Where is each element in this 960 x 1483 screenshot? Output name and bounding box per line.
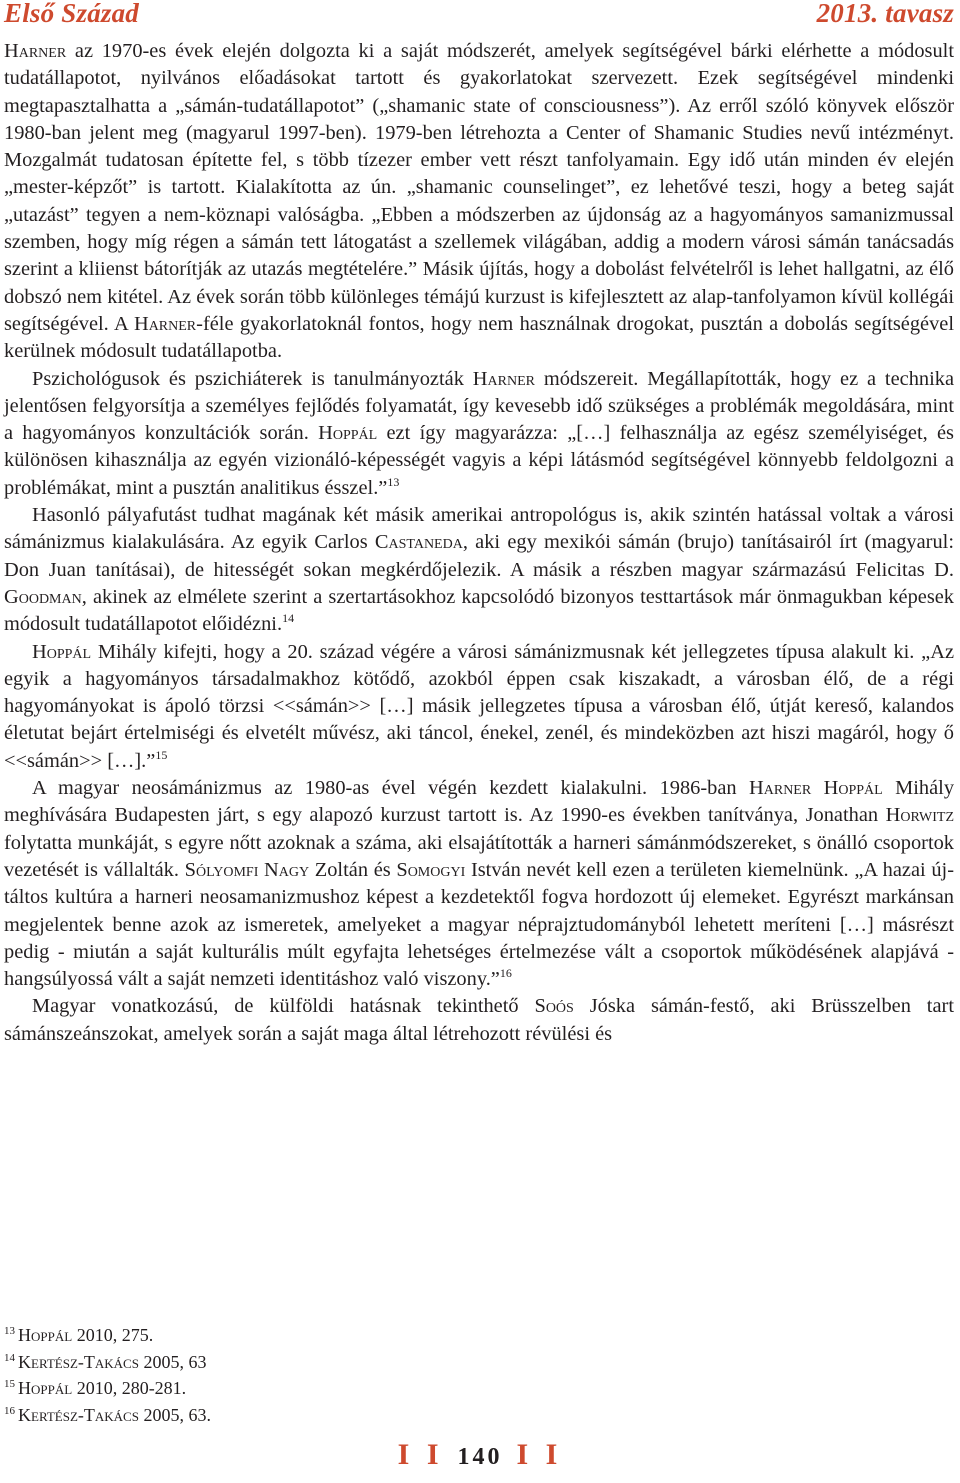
paragraph-text: , aki egy mexikói sámán (brujo) tanításairól írt (magyarul: Don Juan tanításai), de hitességét sokan megkérdőjelezik. A másik a részben magyar származású Felicitas D. — [4, 531, 954, 581]
footnote-author: Hoppál — [18, 1325, 73, 1345]
paragraph-text: folytatta munkáját, s egyre nőtt azoknak a száma, aki elsajátították a harneri sámánmódszereket, s önálló csoportok vezetését is vállalták. — [4, 831, 954, 881]
footnote — [4, 1375, 211, 1402]
paragraph — [4, 38, 954, 366]
footnote-ref[interactable]: 13 — [387, 474, 400, 489]
footnote-text: 2005, 63 — [138, 1351, 207, 1372]
footnote-author: Kertész-Takács — [18, 1404, 139, 1425]
paragraph-text: Mihály meghívására Budapesten járt, s egy alapozó kurzust tartott is. Az 1990-es években tanítványa, Jonathan — [4, 777, 955, 827]
footnote-ref[interactable]: 16 — [499, 966, 512, 981]
journal-title: Első Század — [4, 0, 139, 28]
paragraph-text: , akinek az elmélete szerint a szertartásokhoz kapcsolódó bizonyos testtartások már önmagukban képesek módosult tudatállapotot előidézni. — [4, 585, 954, 636]
paragraph — [4, 366, 954, 502]
footnote-text: 2010, 275. — [72, 1325, 154, 1345]
footnote-text: 2010, 280-281. — [72, 1378, 187, 1398]
paragraph — [4, 775, 954, 993]
author-name: Harner Hoppál — [749, 777, 883, 800]
page-footer — [0, 1438, 960, 1472]
author-name: Sólyomfi Nagy — [184, 858, 310, 881]
footnote-number: 15 — [4, 1378, 15, 1390]
footnote-number: 14 — [4, 1351, 15, 1364]
paragraph — [4, 993, 954, 1048]
footnote-ref[interactable]: 15 — [155, 747, 168, 762]
paragraph — [4, 502, 954, 638]
author-name: Harner — [472, 367, 535, 390]
paragraph-text: Jóska sámán-festő, aki Brüsszelben tart sámánszeánszokat, amelyek során a saját maga által létrehozott révülési és — [4, 995, 954, 1045]
paragraph-text: A magyar neosámánizmus az 1980-as ével végén kezdett kialakulni. 1986-ban — [32, 777, 750, 800]
author-name: Somogyi — [396, 858, 466, 881]
paragraph-text: Pszichológusok és pszichiáterek is tanulmányozták — [32, 367, 473, 390]
author-name: Hoppál — [32, 640, 92, 663]
author-name: Goodman — [4, 585, 82, 608]
paragraph-text: módszereit. Megállapították, hogy ez a technika jelentősen felgyorsítja a személyes fejlődés folyamatát, így kevesebb idő szükséges a problémák megoldására, mint a hagyományos konzultációk során. — [4, 367, 954, 445]
paragraph-text: Magyar vonatkozású, de külföldi hatásnak tekinthető — [32, 995, 535, 1018]
running-header — [4, 0, 954, 34]
footnote — [4, 1349, 211, 1376]
footnote-number: 13 — [4, 1325, 15, 1337]
article-body — [4, 38, 954, 1048]
footnote-author: Hoppál — [18, 1378, 73, 1398]
author-name: Hoppál — [318, 422, 378, 445]
author-name: Soós — [534, 995, 574, 1018]
footnotes — [4, 1322, 211, 1428]
paragraph-text: Mihály kifejti, hogy a 20. század végére a városi sámánizmusnak két jellegzetes típusa alakult ki. „Az egyik a hagyományos társadalmakhoz kötődő, azokból éppen csak kiszakadt, a városban élő, de a régi hagyományokat is ápoló törzsi <<sámán>> […] másik jellegzetes típusa a városban élő, útját kereső, kalandos életutat bejárt értelmiségi és elvetélt művész, aki táncol, énekel, zenél, és mindeközben azt hiszi magáról, hogy ő <<sámán>> […].” — [4, 640, 954, 772]
paragraph-text: Zoltán és — [309, 858, 397, 881]
paragraph-text: -féle gyakorlatoknál fontos, hogy nem használnak drogokat, pusztán a dobolás segítségével kerülnek módosult tudatállapotba. — [4, 312, 954, 363]
footnote — [4, 1322, 211, 1349]
author-name: Castaneda — [374, 531, 463, 554]
decorative-bars-left: I I — [397, 1438, 444, 1471]
author-name: Horwitz — [885, 804, 954, 827]
footnote-number: 16 — [4, 1404, 15, 1417]
author-name: Harner — [4, 40, 67, 62]
footnote-ref[interactable]: 14 — [282, 611, 295, 626]
footnote-author: Kertész-Takács — [18, 1351, 139, 1372]
footnote — [4, 1402, 211, 1429]
footnote-text: 2005, 63. — [138, 1404, 211, 1425]
paragraph — [4, 639, 954, 775]
paragraph-text: ezt így magyarázza: „[…] felhasználja az egész személyiséget, és különösen kihasználja az egyén vizionáló-képességét vagyis a képi látásmód segítségével könnyebb feldolgozni a problémákat, mint a pusztán analitikus ésszel.” — [4, 422, 954, 499]
issue-date: 2013. tavasz — [816, 0, 954, 28]
author-name: Harner — [133, 312, 197, 335]
page-number: 140 — [457, 1444, 503, 1470]
paragraph-text: az 1970-es évek elején dolgozta ki a saját módszerét, amelyek segítségével bárki elérhette a módosult tudatállapotot, nyilvános előadásokat tartott és gyakorlatokat szervezett. Ezek segítségével mindenki megtapasztalhatta a „sámán-tudatállapotot” („shamanic state of consciousness”). Az erről szóló könyvek először 1980-ban jelent meg (magyarul 1997-ben). 1979-ben létrehozta a Center of Shamanic Studies nevű intézményt. Mozgalmát tudatosan építette fel, s több tízezer ember vett részt tanfolyamain. Egy idő után minden év elején „mester-képzőt” is tartott. Kialakította az ún. „shamanic counselinget”, ez lehetővé teszi, hogy a beteg saját „utazást” tegyen a nem-köznapi valóságba. „Ebben a módszerben az újdonság az a hagyományos samanizmussal szemben, hogy míg régen a sámán tett látogatást a szellemek világában, addig a modern városi sámán tanácsadás szerint a kliienst bátorítják az utazás megtételére.” Másik újítás, hogy a dobolást felvételről is lehet hallgatni, az élő dobszó nem kitétel. Az évek során több különleges témájú kurzust is kifejlesztett az alap-tanfolyamon kívül kollégái segítségével. A — [4, 40, 954, 335]
paragraph-text: Hasonló pályafutást tudhat magának két másik amerikai antropológus is, akik szintén hatással voltak a városi sámánizmus kialakulására. Az egyik Carlos — [4, 504, 954, 554]
paragraph-text: István nevét kell ezen a területen kiemelnünk. „A hazai új-táltos kultúra a harneri neosamanizmushoz képest a kezdetektől fogva hordozott új elemeket. Egyrészt markánsan megjelentek benne azok az ismeretek, amelyeket a magyar néprajztudományból lehetett meríteni […] másrészt pedig - miután a saját kulturális múlt egyfajta lehetséges értelmezése vált a csoportok működésének alapjává - hangsúlyossá vált a saját nemzeti identitáshoz való viszony.” — [4, 858, 954, 991]
decorative-bars-right: I I — [516, 1438, 563, 1471]
